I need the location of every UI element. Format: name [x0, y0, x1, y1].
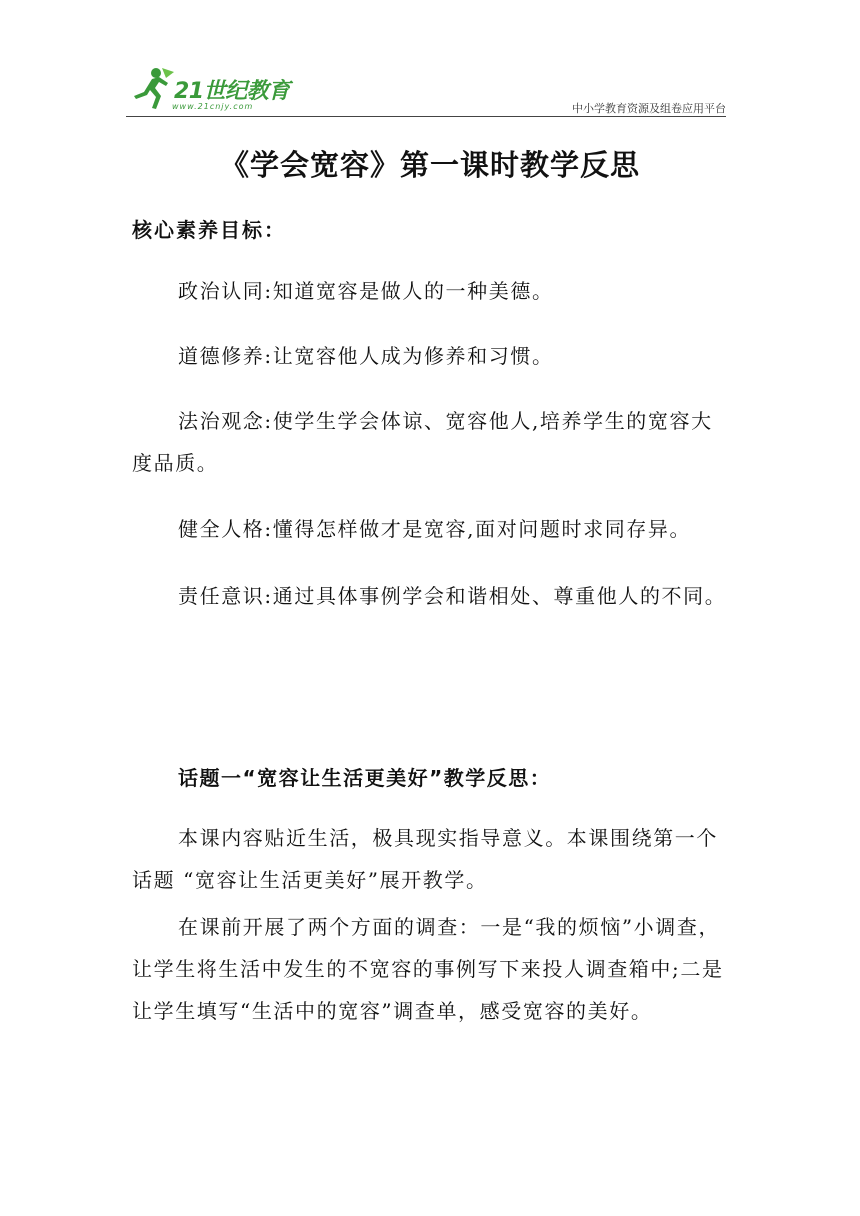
header-divider — [126, 116, 726, 117]
topic-heading: 话题一“宽容让生活更美好”教学反思： — [178, 766, 552, 790]
logo — [126, 62, 296, 116]
section-label: 核心素养目标： — [132, 218, 286, 242]
logo-url: www.21cnjy.com — [172, 102, 254, 111]
site-tagline: 中小学教育资源及组卷应用平台 — [572, 102, 726, 115]
goal-paragraph: 法治观念:使学生学会体谅、宽容他人,培养学生的宽容大度品质。 — [132, 409, 713, 475]
logo-text: 21世纪教育 — [174, 79, 290, 104]
document-title: 《学会宽容》第一课时教学反思 — [219, 148, 640, 182]
goal-paragraph: 道德修养:让宽容他人成为修养和习惯。 — [178, 344, 554, 368]
body-paragraph: 在课前开展了两个方面的调查：一是“我的烦恼”小调查，让学生将生活中发生的不宽容的事例写下来投人调查箱中;二是让学生填写“生活中的宽容”调查单，感受宽容的美好。 — [132, 915, 724, 1023]
goal-paragraph: 政治认同:知道宽容是做人的一种美德。 — [178, 279, 554, 303]
goal-paragraph: 责任意识:通过具体事例学会和谐相处、尊重他人的不同。 — [178, 584, 727, 608]
goal-paragraph: 健全人格:懂得怎样做才是宽容,面对问题时求同存异。 — [178, 517, 692, 541]
body-paragraph: 本课内容贴近生活，极具现实指导意义。本课围绕第一个话题 “宽容让生活更美好”展开教学。 — [132, 826, 718, 892]
runner-logo-icon — [126, 66, 176, 110]
page-header — [126, 62, 726, 116]
